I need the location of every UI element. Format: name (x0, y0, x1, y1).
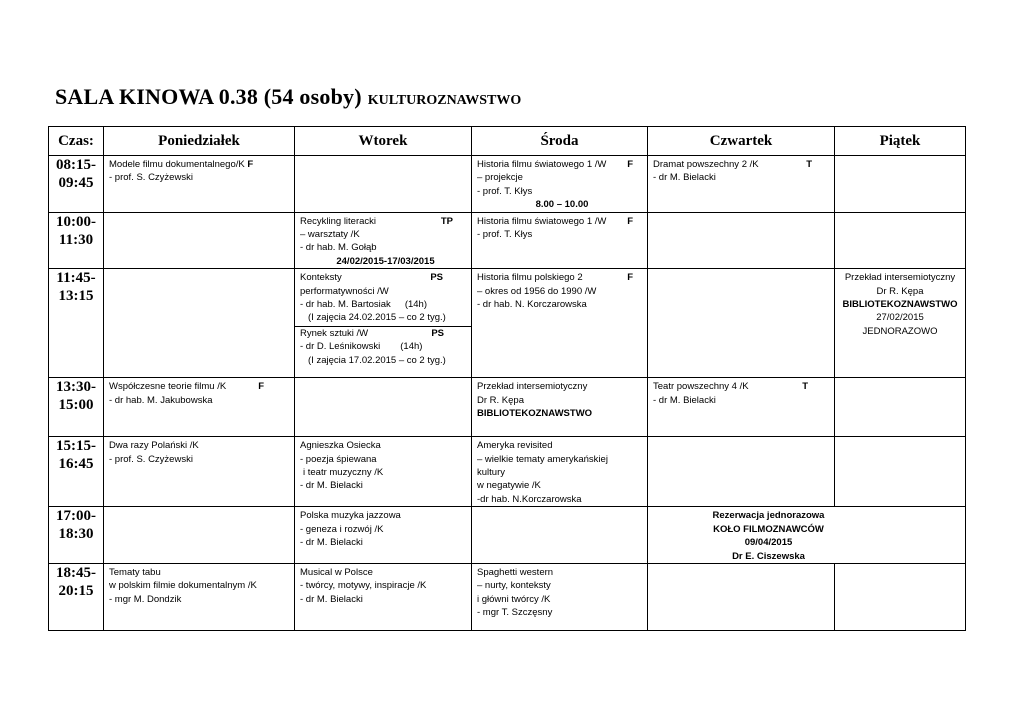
table-row (49, 269, 966, 378)
time-slot: 08:15- 09:45 (49, 156, 104, 213)
class-cell: Przekład intersemiotyczny Dr R. Kępa BIBLIOTEKOZNAWSTWO (472, 378, 648, 437)
empty-cell (835, 563, 966, 630)
department-title: KULTUROZNAWSTWO (367, 93, 522, 108)
empty-cell (295, 156, 472, 213)
header-row (49, 127, 966, 156)
class-cell: Dramat powszechny 2 /K T - dr M. Bielacki (648, 156, 835, 213)
empty-cell (104, 212, 295, 269)
header-friday: Piątek (835, 127, 966, 156)
empty-cell (835, 212, 966, 269)
empty-cell (104, 269, 295, 378)
class-cell: Ameryka revisited – wielkie tematy amerykańskiej kultury w negatywie /K -dr hab. N.Korczarowska (472, 437, 648, 507)
table-row (49, 156, 966, 213)
time-slot: 13:30- 15:00 (49, 378, 104, 437)
header-thursday: Czwartek (648, 127, 835, 156)
room-title: SALA KINOWA 0.38 (54 osoby) (55, 84, 362, 109)
empty-cell (835, 156, 966, 213)
empty-cell (835, 437, 966, 507)
class-cell: Dwa razy Polański /K - prof. S. Czyżewski (104, 437, 295, 507)
class-cell: Musical w Polsce - twórcy, motywy, inspiracje /K - dr M. Bielacki (295, 563, 472, 630)
time-slot: 11:45- 13:15 (49, 269, 104, 378)
schedule-table (48, 126, 966, 631)
class-cell: Polska muzyka jazzowa - geneza i rozwój /K - dr M. Bielacki (295, 507, 472, 564)
class-cell: Przekład intersemiotyczny Dr R. Kępa BIBLIOTEKOZNAWSTWO 27/02/2015 JEDNORAZOWO (835, 269, 966, 378)
class-cell: Historia filmu światowego 1 /W F – projekcje - prof. T. Kłys 8.00 – 10.00 (472, 156, 648, 213)
header-time: Czas: (49, 127, 104, 156)
time-slot: 17:00- 18:30 (49, 507, 104, 564)
empty-cell (648, 212, 835, 269)
class-cell: Recykling literacki TP – warsztaty /K - dr hab. M. Gołąb 24/02/2015-17/03/2015 (295, 212, 472, 269)
time-slot: 18:45- 20:15 (49, 563, 104, 630)
time-slot: 10:00- 11:30 (49, 212, 104, 269)
class-cell: Historia filmu światowego 1 /W F - prof. T. Kłys (472, 212, 648, 269)
class-cell: Konteksty PS performatywności /W - dr hab. M. Bartosiak (14h) (I zajęcia 24.02.2015 – co 2 tyg.) Rynek sztuki /W PS - dr D. Leśnikowski (14h) (I zajęcia 17.02.2015 – co 2 tyg.) (295, 269, 472, 378)
header-monday: Poniedziałek (104, 127, 295, 156)
class-cell: Tematy tabu w polskim filmie dokumentalnym /K - mgr M. Dondzik (104, 563, 295, 630)
table-row (49, 507, 966, 564)
time-slot: 15:15- 16:45 (49, 437, 104, 507)
class-cell: Spaghetti western – nurty, konteksty i główni twórcy /K - mgr T. Szczęsny (472, 563, 648, 630)
header-wednesday: Środa (472, 127, 648, 156)
empty-cell (648, 269, 835, 378)
table-row (49, 212, 966, 269)
table-row (49, 563, 966, 630)
empty-cell (835, 378, 966, 437)
class-cell: Współczesne teorie filmu /K F - dr hab. M. Jakubowska (104, 378, 295, 437)
class-cell: Teatr powszechny 4 /K T - dr M. Bielacki (648, 378, 835, 437)
reservation-cell: Rezerwacja jednorazowa KOŁO FILMOZNAWCÓW 09/04/2015 Dr E. Ciszewska (648, 507, 966, 564)
empty-cell (648, 563, 835, 630)
page-title (55, 84, 521, 110)
empty-cell (648, 437, 835, 507)
class-cell: Agnieszka Osiecka - poezja śpiewana i teatr muzyczny /K - dr M. Bielacki (295, 437, 472, 507)
empty-cell (104, 507, 295, 564)
empty-cell (295, 378, 472, 437)
header-tuesday: Wtorek (295, 127, 472, 156)
empty-cell (472, 507, 648, 564)
class-cell: Historia filmu polskiego 2 F – okres od 1956 do 1990 /W - dr hab. N. Korczarowska (472, 269, 648, 378)
table-row (49, 437, 966, 507)
table-row (49, 378, 966, 437)
class-cell: Modele filmu dokumentalnego/K F - prof. S. Czyżewski (104, 156, 295, 213)
